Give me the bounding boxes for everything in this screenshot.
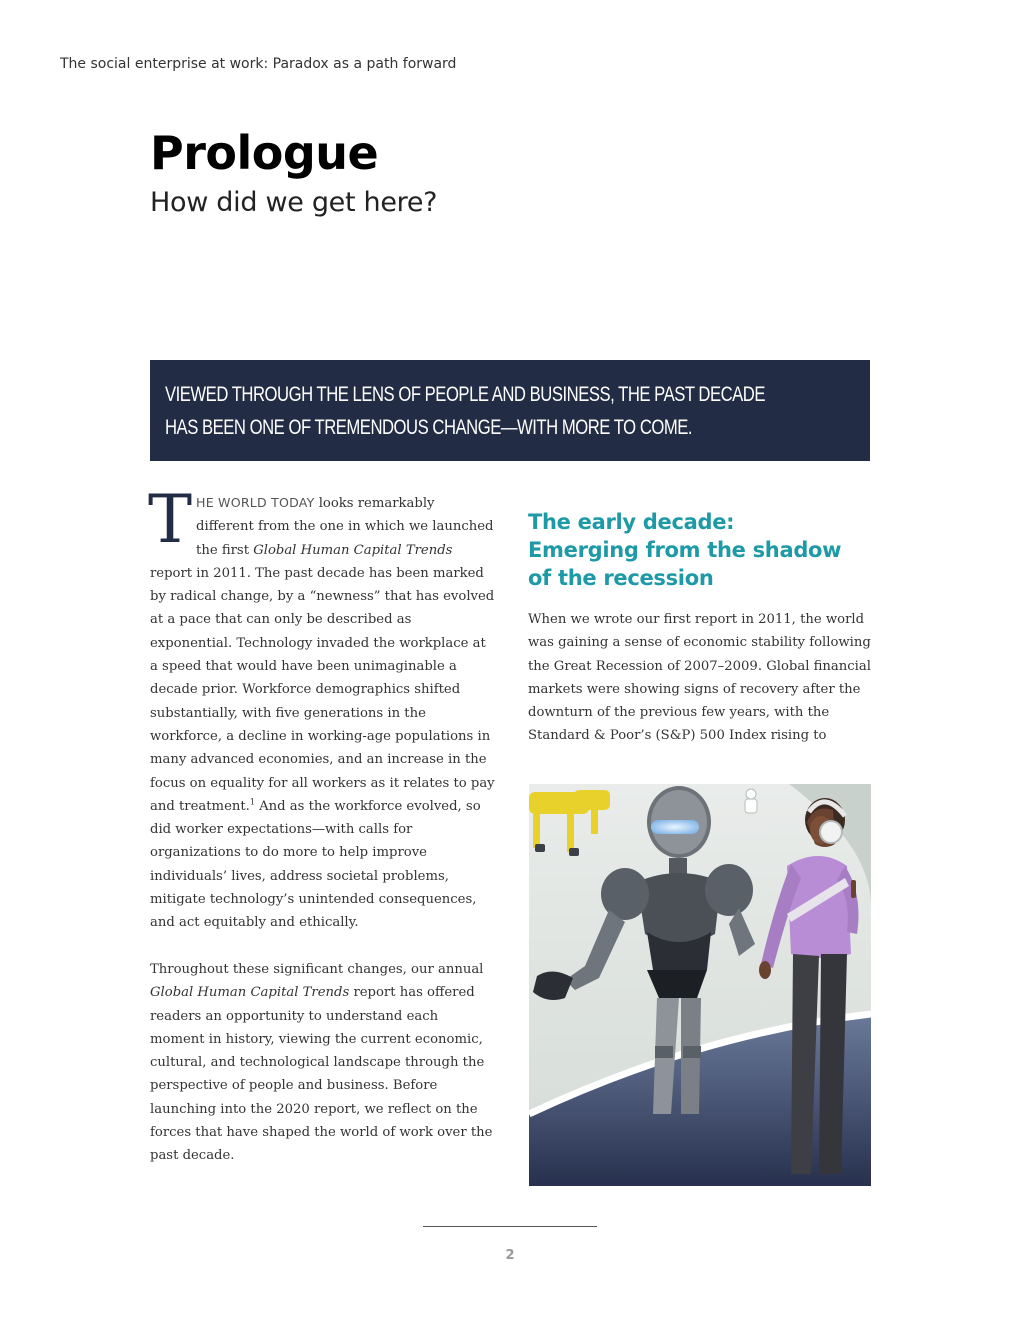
- p2-text-a: Throughout these significant changes, our annual: [150, 961, 484, 977]
- page-number: 2: [505, 1248, 515, 1263]
- footer-rule: [423, 1226, 597, 1227]
- pull-quote-banner: [150, 360, 870, 461]
- paragraph-1: [148, 481, 495, 935]
- banner-line-1: VIEWED THROUGH THE LENS OF PEOPLE AND BUSINESS, THE PAST DECADE: [165, 383, 765, 406]
- banner-line-2: HAS BEEN ONE OF TREMENDOUS CHANGE—WITH MORE TO COME.: [165, 416, 693, 439]
- p1-report-title: Global Human Capital Trends: [253, 542, 453, 558]
- p2-text-b: report has offered readers an opportunity to understand each moment in history, viewing the current economic, cultural, and technological landscape through the perspective of people and business. Before launching into the 2020 report, we reflect on the forces that have shaped the world of work over the past decade.: [150, 985, 493, 1164]
- p2-report-title: Global Human Capital Trends: [150, 985, 350, 1001]
- heading-line-2: Emerging from the shadow: [528, 538, 842, 562]
- heading-line-3: of the recession: [528, 566, 714, 590]
- section-body: When we wrote our first report in 2011, the world was gaining a sense of economic stability following the Great Recession of 2007–2009. Global financial markets were showing signs of recovery after the downturn of the previous few years, with the Standard & Poor’s (S&P) 500 Index rising to: [528, 612, 871, 744]
- p1-text-a: looks remarkably different from the one in which we launched the first: [196, 496, 494, 558]
- drop-cap: T: [148, 481, 193, 558]
- page-subtitle: How did we get here?: [150, 187, 438, 218]
- heading-line-1: The early decade:: [528, 510, 735, 534]
- footnote-ref-1[interactable]: 1: [249, 797, 255, 807]
- left-column: [148, 481, 495, 1168]
- running-head: The social enterprise at work: Paradox as a path forward: [60, 56, 457, 72]
- lead-in-caps: HE WORLD TODAY: [196, 495, 315, 510]
- robot-and-woman-illustration: [529, 784, 871, 1186]
- p1-text-b: report in 2011. The past decade has been marked by radical change, by a “newness” that has evolved at a pace that can only be described as exponential. Technology invaded the workplace at a speed that would have been unimaginable a decade prior. Workforce demographics shifted substantially, with five generations in the workforce, a decline in working-age populations in many advanced economies, and an increase in the focus on equality for all workers as it relates to pay and treatment.: [150, 565, 495, 814]
- paragraph-2: [150, 958, 495, 1168]
- section-heading: [528, 508, 868, 592]
- page-title: Prologue: [150, 126, 379, 180]
- p1-text-c: And as the workforce evolved, so did worker expectations—with calls for organizations to do more to help improve individuals’ lives, address societal problems, mitigate technology’s unintended consequences, and act equitably and ethically.: [150, 798, 481, 931]
